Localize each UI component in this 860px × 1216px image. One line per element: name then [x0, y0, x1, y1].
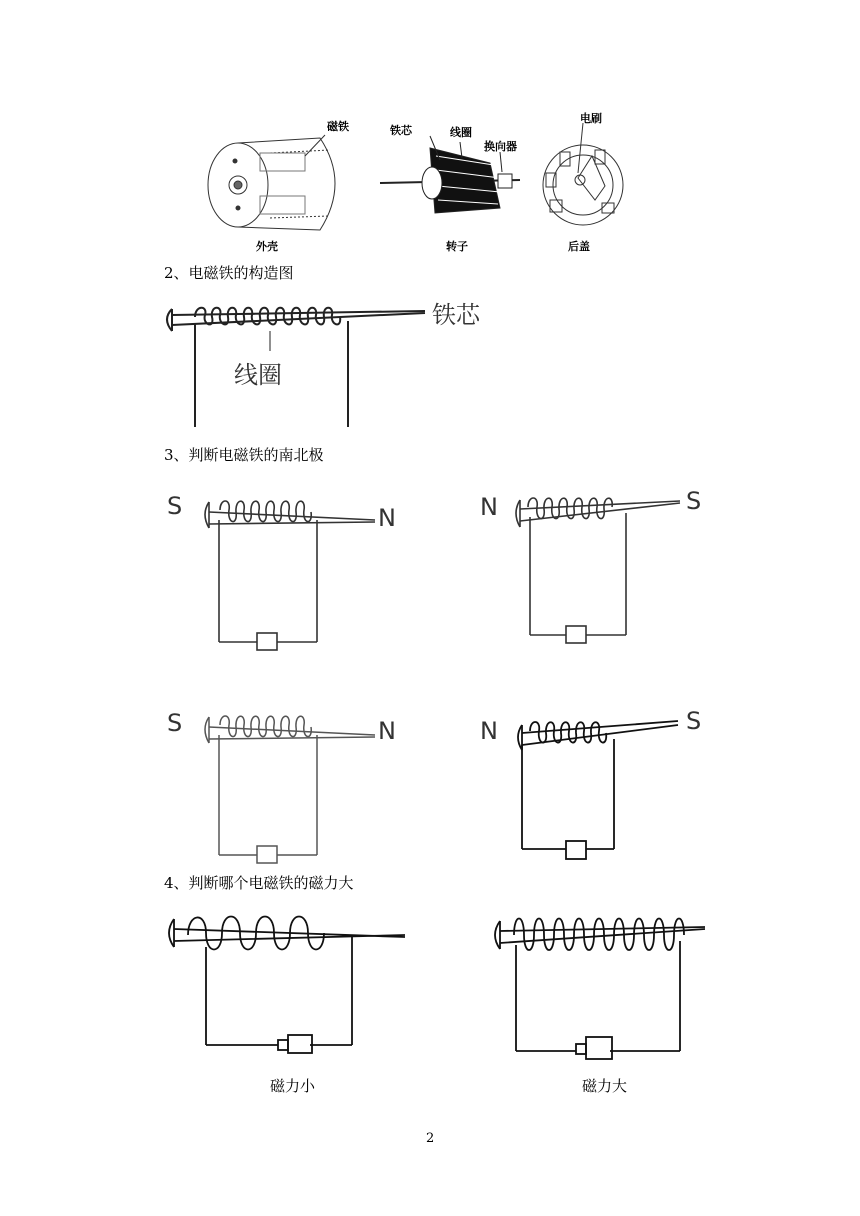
left-pole-label: N	[480, 717, 498, 745]
pole-diagram-2	[480, 485, 720, 660]
pole-diagram-1-drawing	[165, 490, 410, 660]
strong-electromagnet-drawing	[480, 905, 715, 1065]
pole-diagram-2-drawing	[480, 485, 720, 660]
pole-diagram-3	[165, 705, 410, 875]
housing-drawing	[208, 135, 335, 230]
section4-heading: 4、判断哪个电磁铁的磁力大	[164, 874, 354, 892]
coil-label: 线圈	[450, 126, 472, 139]
section3-heading: 3、判断电磁铁的南北极	[164, 446, 324, 464]
right-pole-label: N	[378, 504, 396, 532]
pole-diagram-1	[165, 490, 410, 660]
right-pole-label: N	[378, 717, 396, 745]
back-cover-caption: 后盖	[568, 240, 590, 253]
magnet-label: 磁铁	[327, 120, 349, 133]
back-cover-drawing	[543, 123, 623, 225]
pole-diagram-4	[480, 705, 720, 870]
weak-magnet-caption: 磁力小	[270, 1077, 316, 1095]
strong-electromagnet	[480, 905, 715, 1065]
left-pole-label: N	[480, 493, 498, 521]
section2-heading: 2、电磁铁的构造图	[164, 264, 294, 282]
weak-electromagnet-drawing	[160, 905, 420, 1065]
right-pole-label: S	[686, 487, 702, 515]
brush-label: 电刷	[580, 112, 602, 125]
page-number: 2	[426, 1131, 435, 1146]
strong-magnet-caption: 磁力大	[582, 1077, 628, 1095]
left-pole-label: S	[167, 492, 183, 520]
pole-diagram-4-drawing	[480, 705, 720, 870]
iron-core-handwritten-label: 铁芯	[432, 301, 480, 329]
pole-diagram-3-drawing	[165, 705, 410, 875]
commutator-label: 换向器	[484, 140, 517, 153]
housing-caption: 外壳	[256, 240, 278, 253]
coil-handwritten-label: 线圈	[234, 361, 282, 389]
left-pole-label: S	[167, 709, 183, 737]
motor-parts-figure	[200, 108, 620, 258]
rotor-caption: 转子	[446, 240, 468, 253]
electromagnet-structure	[160, 295, 520, 430]
iron-core-label: 铁芯	[390, 124, 412, 137]
weak-electromagnet	[160, 905, 420, 1065]
right-pole-label: S	[686, 707, 702, 735]
